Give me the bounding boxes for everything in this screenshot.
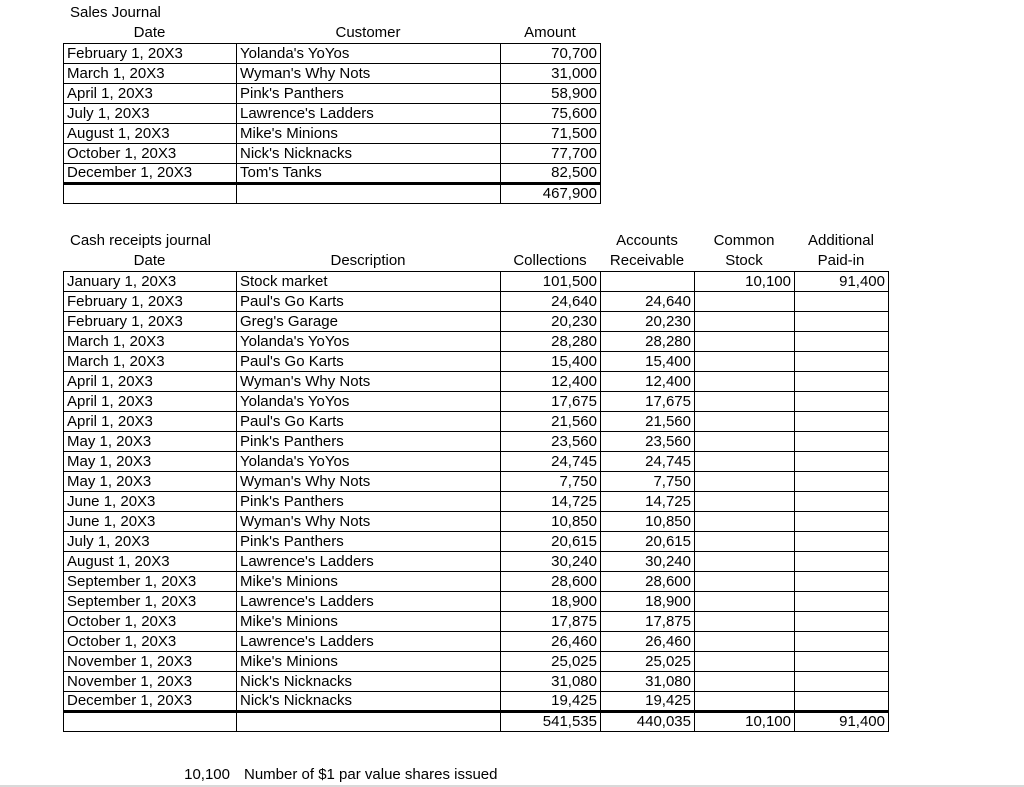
- table-row: [64, 292, 889, 312]
- cash-apic-cell: [795, 472, 889, 492]
- table-row: [64, 412, 889, 432]
- cash-ar-cell: 14,725: [601, 492, 695, 512]
- cash-description-cell: Yolanda's YoYos: [237, 332, 501, 352]
- cash-description-cell: Paul's Go Karts: [237, 292, 501, 312]
- cash-ar-cell: 21,560: [601, 412, 695, 432]
- cash-common-stock-cell: [695, 372, 795, 392]
- cash-header-apic-line2: Paid-in: [817, 252, 865, 269]
- cash-description-cell: Yolanda's YoYos: [237, 452, 501, 472]
- cash-collections-cell: 31,080: [501, 672, 601, 692]
- cash-date-cell: February 1, 20X3: [64, 292, 237, 312]
- sales-amount-cell: 77,700: [501, 144, 601, 164]
- cash-total-ar: 440,035: [601, 712, 695, 732]
- cash-collections-cell: 28,600: [501, 572, 601, 592]
- cash-ar-cell: 25,025: [601, 652, 695, 672]
- sales-amount-cell: 31,000: [501, 64, 601, 84]
- table-row: [64, 552, 889, 572]
- cash-apic-cell: [795, 432, 889, 452]
- cash-ar-cell: 10,850: [601, 512, 695, 532]
- cash-description-cell: Yolanda's YoYos: [237, 392, 501, 412]
- cash-collections-cell: 20,230: [501, 312, 601, 332]
- cash-description-cell: Mike's Minions: [237, 572, 501, 592]
- cash-ar-cell: 18,900: [601, 592, 695, 612]
- cash-collections-cell: 10,850: [501, 512, 601, 532]
- sales-date-cell: December 1, 20X3: [64, 164, 237, 184]
- cash-description-cell: Wyman's Why Nots: [237, 472, 501, 492]
- cash-apic-cell: [795, 312, 889, 332]
- cash-date-cell: November 1, 20X3: [64, 672, 237, 692]
- cash-description-cell: Mike's Minions: [237, 612, 501, 632]
- cash-apic-cell: [795, 672, 889, 692]
- cash-date-cell: October 1, 20X3: [64, 632, 237, 652]
- sales-customer-cell: Yolanda's YoYos: [237, 44, 501, 64]
- sales-customer-cell: Wyman's Why Nots: [237, 64, 501, 84]
- table-row: [64, 612, 889, 632]
- cash-date-cell: May 1, 20X3: [64, 432, 237, 452]
- cash-date-cell: September 1, 20X3: [64, 592, 237, 612]
- cash-common-stock-cell: [695, 432, 795, 452]
- cash-ar-cell: 24,745: [601, 452, 695, 472]
- cash-ar-cell: 28,600: [601, 572, 695, 592]
- empty-cell: [64, 184, 237, 204]
- table-row: [64, 332, 889, 352]
- cash-date-cell: April 1, 20X3: [64, 412, 237, 432]
- cash-date-cell: June 1, 20X3: [64, 512, 237, 532]
- cash-apic-cell: 91,400: [795, 272, 889, 292]
- sales-date-cell: October 1, 20X3: [64, 144, 237, 164]
- cash-common-stock-cell: [695, 472, 795, 492]
- table-row: [64, 272, 889, 292]
- cash-total-common-stock: 10,100: [695, 712, 795, 732]
- cash-description-cell: Wyman's Why Nots: [237, 512, 501, 532]
- cash-description-cell: Paul's Go Karts: [237, 352, 501, 372]
- cash-collections-cell: 23,560: [501, 432, 601, 452]
- cash-apic-cell: [795, 292, 889, 312]
- table-row: [64, 84, 601, 104]
- cash-total-row: [64, 712, 889, 732]
- cash-ar-cell: 20,230: [601, 312, 695, 332]
- sales-total-row: [64, 184, 601, 204]
- table-row: [64, 144, 601, 164]
- cash-description-cell: Lawrence's Ladders: [237, 552, 501, 572]
- cash-common-stock-cell: [695, 572, 795, 592]
- cash-header-ar-line1: Accounts: [616, 232, 678, 249]
- cash-description-cell: Nick's Nicknacks: [237, 672, 501, 692]
- cash-common-stock-cell: [695, 312, 795, 332]
- cash-common-stock-cell: [695, 452, 795, 472]
- cash-ar-cell: 7,750: [601, 472, 695, 492]
- cash-common-stock-cell: [695, 532, 795, 552]
- cash-ar-cell: [601, 272, 695, 292]
- cash-apic-cell: [795, 352, 889, 372]
- cash-ar-cell: 17,875: [601, 612, 695, 632]
- sales-customer-cell: Mike's Minions: [237, 124, 501, 144]
- cash-apic-cell: [795, 592, 889, 612]
- cash-apic-cell: [795, 632, 889, 652]
- cash-description-cell: Pink's Panthers: [237, 432, 501, 452]
- empty-cell: [237, 712, 501, 732]
- cash-common-stock-cell: [695, 672, 795, 692]
- cash-collections-cell: 14,725: [501, 492, 601, 512]
- cash-ar-cell: 26,460: [601, 632, 695, 652]
- cash-receipts-title: Cash receipts journal: [70, 232, 211, 249]
- cash-total-collections: 541,535: [501, 712, 601, 732]
- cash-description-cell: Greg's Garage: [237, 312, 501, 332]
- table-row: [64, 64, 601, 84]
- sales-amount-cell: 58,900: [501, 84, 601, 104]
- sales-date-cell: February 1, 20X3: [64, 44, 237, 64]
- sales-amount-cell: 82,500: [501, 164, 601, 184]
- sales-date-cell: July 1, 20X3: [64, 104, 237, 124]
- cash-apic-cell: [795, 612, 889, 632]
- sales-journal-table: [63, 43, 601, 204]
- sales-header-amount: Amount: [524, 24, 576, 41]
- cash-apic-cell: [795, 652, 889, 672]
- table-row: [64, 652, 889, 672]
- cash-apic-cell: [795, 492, 889, 512]
- cash-collections-cell: 12,400: [501, 372, 601, 392]
- cash-common-stock-cell: [695, 632, 795, 652]
- cash-common-stock-cell: [695, 552, 795, 572]
- sales-customer-cell: Tom's Tanks: [237, 164, 501, 184]
- table-row: [64, 592, 889, 612]
- cash-common-stock-cell: [695, 332, 795, 352]
- sales-customer-cell: Pink's Panthers: [237, 84, 501, 104]
- cash-common-stock-cell: [695, 652, 795, 672]
- table-row: [64, 452, 889, 472]
- cash-header-cs-line1: Common: [713, 232, 775, 249]
- sales-header-customer: Customer: [335, 24, 401, 41]
- table-row: [64, 572, 889, 592]
- cash-date-cell: February 1, 20X3: [64, 312, 237, 332]
- cash-date-cell: November 1, 20X3: [64, 652, 237, 672]
- table-row: [64, 632, 889, 652]
- table-row: [64, 532, 889, 552]
- sales-date-cell: August 1, 20X3: [64, 124, 237, 144]
- cash-date-cell: July 1, 20X3: [64, 532, 237, 552]
- sales-amount-cell: 71,500: [501, 124, 601, 144]
- cash-common-stock-cell: [695, 512, 795, 532]
- table-row: [64, 432, 889, 452]
- table-row: [64, 672, 889, 692]
- cash-header-collections: Collections: [513, 252, 587, 269]
- cash-date-cell: September 1, 20X3: [64, 572, 237, 592]
- cash-collections-cell: 15,400: [501, 352, 601, 372]
- cash-date-cell: December 1, 20X3: [64, 692, 237, 712]
- cash-apic-cell: [795, 532, 889, 552]
- cash-date-cell: August 1, 20X3: [64, 552, 237, 572]
- shares-issued-label: Number of $1 par value shares issued: [244, 766, 498, 783]
- cash-collections-cell: 18,900: [501, 592, 601, 612]
- cash-common-stock-cell: [695, 612, 795, 632]
- cash-receipts-table: [63, 271, 889, 732]
- cash-date-cell: March 1, 20X3: [64, 332, 237, 352]
- sales-date-cell: April 1, 20X3: [64, 84, 237, 104]
- cash-collections-cell: 28,280: [501, 332, 601, 352]
- cash-date-cell: April 1, 20X3: [64, 372, 237, 392]
- cash-common-stock-cell: [695, 592, 795, 612]
- table-row: [64, 472, 889, 492]
- cash-ar-cell: 23,560: [601, 432, 695, 452]
- cash-collections-cell: 24,745: [501, 452, 601, 472]
- cash-header-apic-line1: Additional: [808, 232, 874, 249]
- cash-description-cell: Pink's Panthers: [237, 492, 501, 512]
- table-row: [64, 492, 889, 512]
- cash-description-cell: Nick's Nicknacks: [237, 692, 501, 712]
- cash-header-ar-line2: Receivable: [609, 252, 685, 269]
- cash-date-cell: October 1, 20X3: [64, 612, 237, 632]
- cash-ar-cell: 12,400: [601, 372, 695, 392]
- cash-ar-cell: 31,080: [601, 672, 695, 692]
- cash-ar-cell: 15,400: [601, 352, 695, 372]
- cash-header-description: Description: [330, 252, 406, 269]
- empty-cell: [64, 712, 237, 732]
- cash-ar-cell: 28,280: [601, 332, 695, 352]
- cash-apic-cell: [795, 692, 889, 712]
- cash-apic-cell: [795, 572, 889, 592]
- cash-apic-cell: [795, 392, 889, 412]
- cash-collections-cell: 24,640: [501, 292, 601, 312]
- cash-total-apic: 91,400: [795, 712, 889, 732]
- cash-description-cell: Lawrence's Ladders: [237, 592, 501, 612]
- table-row: [64, 312, 889, 332]
- cash-common-stock-cell: [695, 492, 795, 512]
- cash-date-cell: March 1, 20X3: [64, 352, 237, 372]
- cash-common-stock-cell: [695, 692, 795, 712]
- cash-collections-cell: 25,025: [501, 652, 601, 672]
- cash-collections-cell: 26,460: [501, 632, 601, 652]
- cash-apic-cell: [795, 372, 889, 392]
- sales-date-cell: March 1, 20X3: [64, 64, 237, 84]
- cash-ar-cell: 24,640: [601, 292, 695, 312]
- table-row: [64, 104, 601, 124]
- cash-header-cs-line2: Stock: [725, 252, 763, 269]
- shares-issued-value: 10,100: [184, 766, 230, 783]
- cash-collections-cell: 101,500: [501, 272, 601, 292]
- cash-date-cell: April 1, 20X3: [64, 392, 237, 412]
- cash-description-cell: Lawrence's Ladders: [237, 632, 501, 652]
- sales-header-date: Date: [133, 24, 166, 41]
- cash-date-cell: January 1, 20X3: [64, 272, 237, 292]
- cash-collections-cell: 7,750: [501, 472, 601, 492]
- table-row: [64, 392, 889, 412]
- table-row: [64, 512, 889, 532]
- sales-amount-cell: 75,600: [501, 104, 601, 124]
- cash-collections-cell: 30,240: [501, 552, 601, 572]
- cash-description-cell: Wyman's Why Nots: [237, 372, 501, 392]
- table-row: [64, 352, 889, 372]
- cash-collections-cell: 21,560: [501, 412, 601, 432]
- table-row: [64, 692, 889, 712]
- cash-ar-cell: 19,425: [601, 692, 695, 712]
- table-row: [64, 164, 601, 184]
- empty-cell: [237, 184, 501, 204]
- cash-apic-cell: [795, 412, 889, 432]
- sales-customer-cell: Lawrence's Ladders: [237, 104, 501, 124]
- table-row: [64, 372, 889, 392]
- cash-header-date: Date: [133, 252, 166, 269]
- cash-apic-cell: [795, 332, 889, 352]
- table-row: [64, 124, 601, 144]
- table-row: [64, 44, 601, 64]
- cash-ar-cell: 17,675: [601, 392, 695, 412]
- cash-description-cell: Stock market: [237, 272, 501, 292]
- cash-date-cell: June 1, 20X3: [64, 492, 237, 512]
- cash-common-stock-cell: [695, 392, 795, 412]
- cash-date-cell: May 1, 20X3: [64, 472, 237, 492]
- sales-total-amount: 467,900: [501, 184, 601, 204]
- cash-collections-cell: 17,675: [501, 392, 601, 412]
- cash-ar-cell: 30,240: [601, 552, 695, 572]
- sales-amount-cell: 70,700: [501, 44, 601, 64]
- cash-apic-cell: [795, 452, 889, 472]
- cash-common-stock-cell: [695, 292, 795, 312]
- cash-common-stock-cell: [695, 352, 795, 372]
- cash-description-cell: Paul's Go Karts: [237, 412, 501, 432]
- cash-apic-cell: [795, 552, 889, 572]
- cash-apic-cell: [795, 512, 889, 532]
- cash-collections-cell: 20,615: [501, 532, 601, 552]
- cash-collections-cell: 19,425: [501, 692, 601, 712]
- cash-description-cell: Mike's Minions: [237, 652, 501, 672]
- cash-date-cell: May 1, 20X3: [64, 452, 237, 472]
- cash-collections-cell: 17,875: [501, 612, 601, 632]
- sales-customer-cell: Nick's Nicknacks: [237, 144, 501, 164]
- sales-journal-title: Sales Journal: [70, 4, 161, 21]
- cash-common-stock-cell: 10,100: [695, 272, 795, 292]
- cash-ar-cell: 20,615: [601, 532, 695, 552]
- cash-common-stock-cell: [695, 412, 795, 432]
- cash-description-cell: Pink's Panthers: [237, 532, 501, 552]
